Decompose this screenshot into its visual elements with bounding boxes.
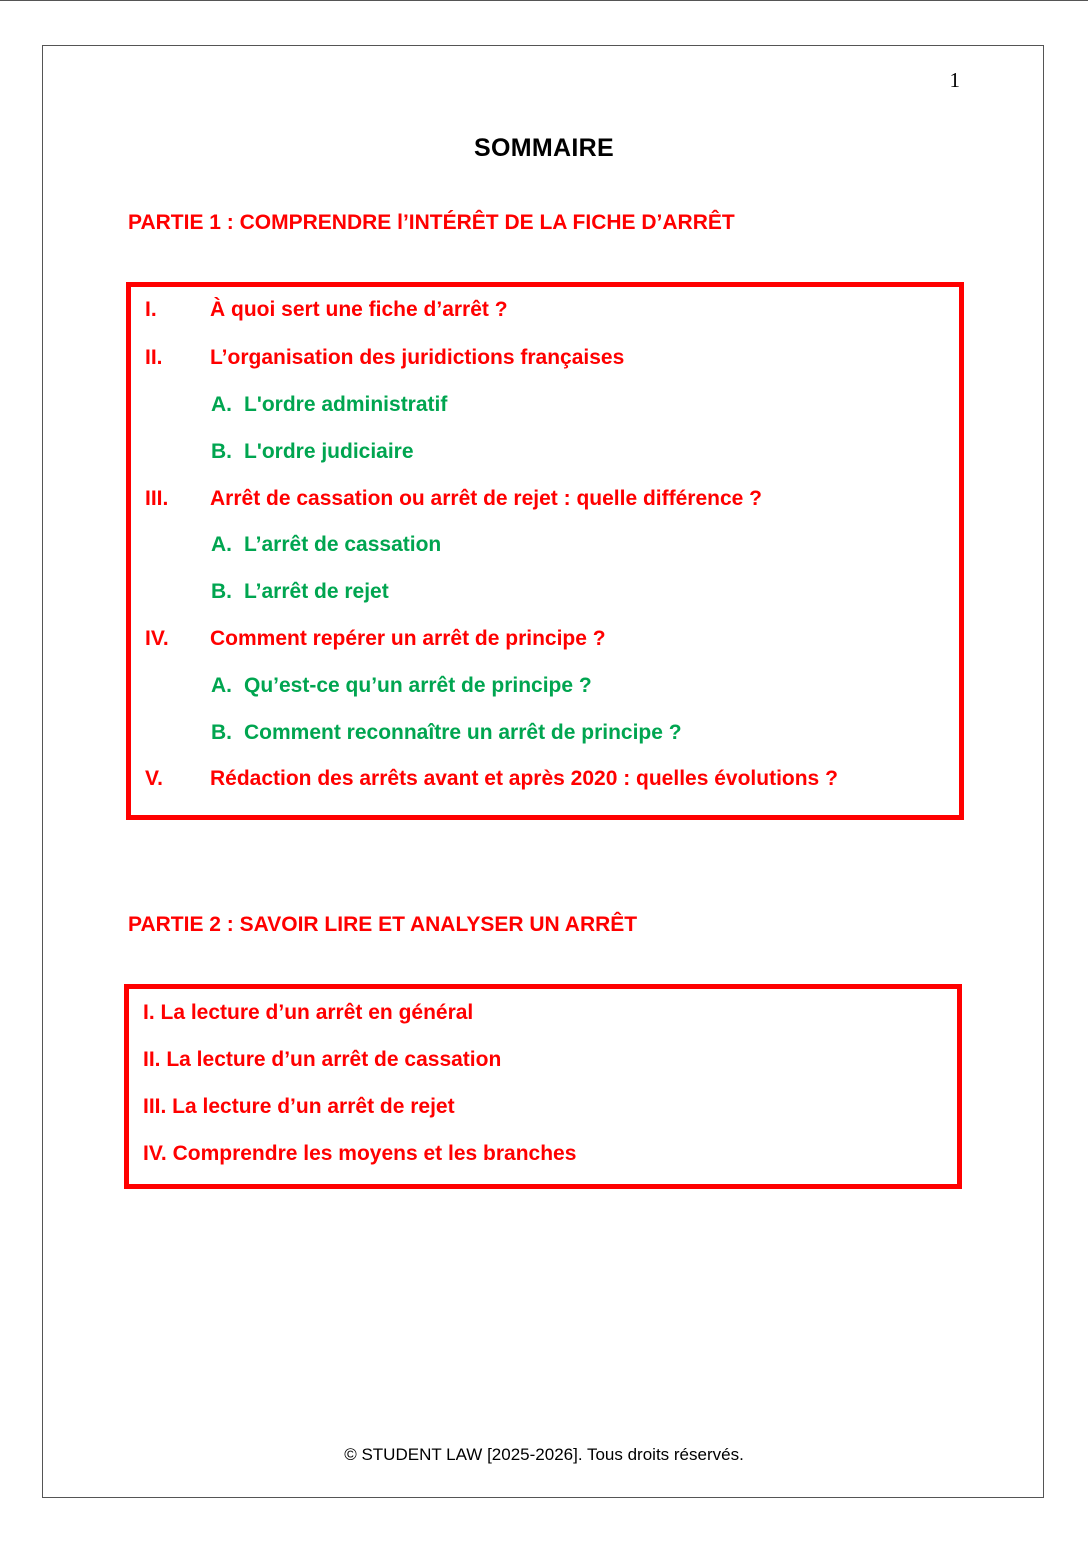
top-rule — [0, 0, 1088, 1]
toc-entry-text: L’organisation des juridictions françaises — [210, 346, 625, 369]
toc-subentry-letter: A. — [211, 674, 232, 697]
page-title: SOMMAIRE — [474, 134, 614, 162]
toc-subentry-letter: B. — [211, 580, 232, 603]
toc-entry-number: I. — [145, 298, 157, 321]
toc-subentry-text: L’arrêt de cassation — [244, 533, 442, 556]
toc-entry-number: III. — [145, 487, 169, 510]
toc-entry-number: V. — [145, 767, 163, 790]
toc-entry-number: II. — [145, 346, 163, 369]
toc-entry-part2-IV[interactable]: IV. Comprendre les moyens et les branches — [143, 1142, 577, 1165]
toc-subentry-letter: B. — [211, 440, 232, 463]
toc-entry-part2-I[interactable]: I. La lecture d’un arrêt en général — [143, 1001, 474, 1024]
toc-subentry-text: L'ordre judiciaire — [244, 440, 414, 463]
toc-entry-text: À quoi sert une fiche d’arrêt ? — [210, 298, 508, 321]
toc-entry-part2-II[interactable]: II. La lecture d’un arrêt de cassation — [143, 1048, 502, 1071]
part1-heading: PARTIE 1 : COMPRENDRE l’INTÉRÊT DE LA FICHE D’ARRÊT — [128, 211, 735, 234]
toc-subentry-text: L’arrêt de rejet — [244, 580, 389, 603]
toc-entry-text: Comment repérer un arrêt de principe ? — [210, 627, 606, 650]
toc-subentry-text: Comment reconnaître un arrêt de principe ? — [244, 721, 682, 744]
page-number: 1 — [949, 68, 960, 92]
toc-entry-text: Rédaction des arrêts avant et après 2020 : quelles évolutions ? — [210, 767, 838, 790]
toc-entry-text: Arrêt de cassation ou arrêt de rejet : quelle différence ? — [210, 487, 762, 510]
toc-entry-number: IV. — [145, 627, 169, 650]
toc-entry-part2-III[interactable]: III. La lecture d’un arrêt de rejet — [143, 1095, 455, 1118]
toc-subentry-text: Qu’est-ce qu’un arrêt de principe ? — [244, 674, 592, 697]
toc-subentry-letter: A. — [211, 393, 232, 416]
copyright-footer: © STUDENT LAW [2025-2026]. Tous droits réservés. — [344, 1445, 744, 1464]
toc-subentry-letter: A. — [211, 533, 232, 556]
toc-subentry-text: L'ordre administratif — [244, 393, 448, 416]
part2-heading: PARTIE 2 : SAVOIR LIRE ET ANALYSER UN ARRÊT — [128, 913, 638, 936]
toc-subentry-letter: B. — [211, 721, 232, 744]
